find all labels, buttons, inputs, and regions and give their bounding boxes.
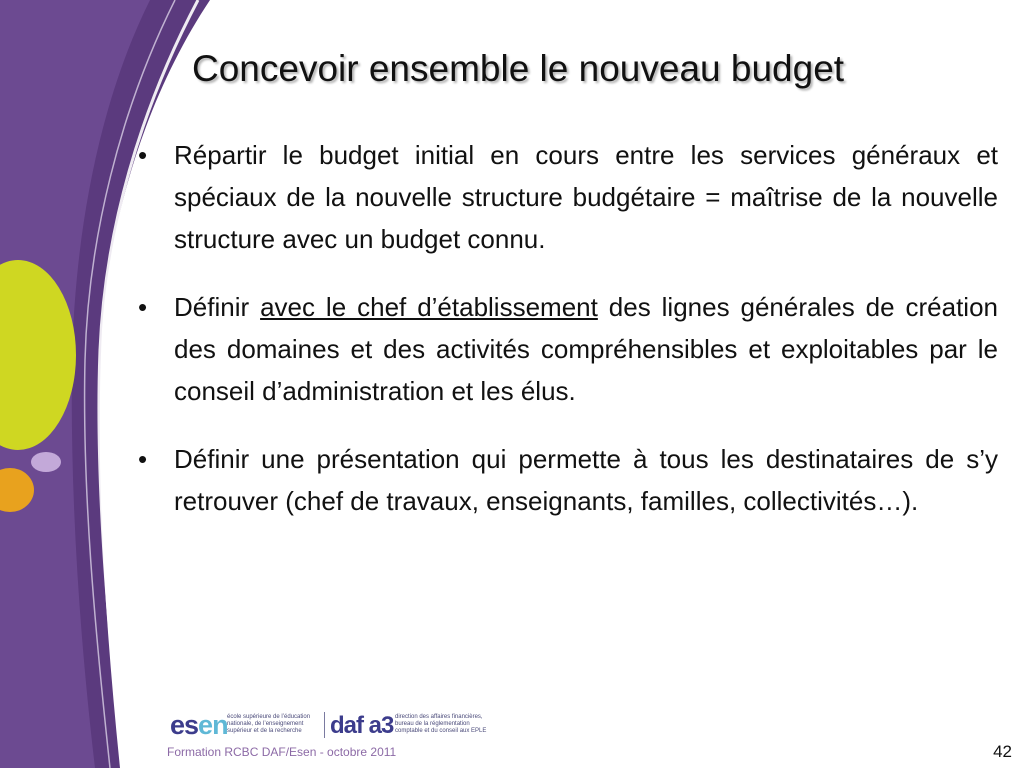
- logo-divider: [324, 712, 325, 738]
- page-number: 42: [993, 742, 1012, 761]
- bullet-text: Répartir le budget initial en cours entre les services généraux et spéciaux de la nouvelle structure budgétaire = maîtrise de la nouvelle structure avec un budget connu.: [174, 140, 998, 254]
- slide-title: Concevoir ensemble le nouveau budget: [192, 48, 845, 89]
- daf-logo: daf a3: [330, 712, 394, 739]
- lavender-small-blob: [31, 452, 61, 472]
- footer-text: Formation RCBC DAF/Esen - octobre 2011: [167, 745, 397, 759]
- bullet-text: Définir une présentation qui permette à tous les destinataires de s’y retrouver (chef de travaux, enseignants, familles, collectivités…).: [174, 444, 998, 516]
- bullet-dot: •: [138, 292, 148, 322]
- bullet-item-1: [130, 134, 998, 260]
- bullet-dot: •: [138, 444, 148, 474]
- esen-description: école supérieure de l’éducation nationale, de l’enseignement supérieur et de la recherche: [227, 714, 311, 734]
- footer-logos: [170, 710, 490, 742]
- daf-description: direction des affaires financières, bureau de la réglementation comptable et du conseil aux EPLE: [395, 714, 487, 734]
- esen-logo-part1: es: [170, 710, 199, 740]
- bullet-text-post: des lignes générales de création des domaines et des activités compréhensibles et exploitables par le conseil d’administration et les élus.: [174, 292, 998, 406]
- bullet-item-3: [130, 438, 998, 522]
- esen-logo-part2: en: [198, 710, 228, 740]
- esen-logo: [170, 710, 228, 741]
- bullet-text-pre: Définir: [174, 292, 261, 322]
- bullet-item-2: [130, 286, 998, 412]
- bullet-dot: •: [138, 140, 148, 170]
- bullet-text-underlined: avec le chef d’établissement: [260, 292, 598, 322]
- bullet-list: [130, 134, 998, 548]
